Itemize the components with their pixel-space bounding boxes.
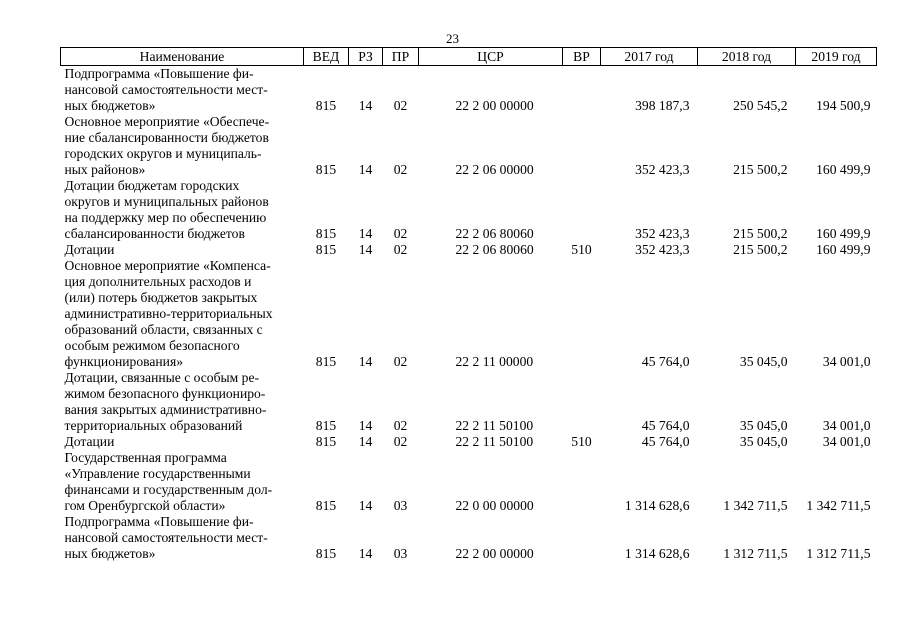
row-name-line: ных районов» bbox=[64, 162, 146, 177]
row-name-line: административно-территориальных bbox=[64, 306, 273, 321]
budget-table bbox=[60, 47, 877, 562]
row-ved: 815 bbox=[315, 498, 337, 513]
row-name bbox=[61, 114, 304, 178]
row-name-line: Основное мероприятие «Обеспече- bbox=[64, 114, 270, 129]
row-name bbox=[61, 242, 304, 258]
row-rz: 14 bbox=[358, 226, 373, 241]
row-csr: 22 2 11 50100 bbox=[455, 434, 534, 449]
row-ved: 815 bbox=[315, 546, 337, 561]
row-ved: 815 bbox=[315, 354, 337, 369]
row-2018: 35 045,0 bbox=[739, 354, 788, 369]
row-name bbox=[61, 370, 304, 434]
row-vr bbox=[563, 258, 601, 370]
row-2017: 352 423,3 bbox=[635, 162, 690, 177]
row-name-line: (или) потерь бюджетов закрытых bbox=[64, 290, 258, 305]
row-rz: 14 bbox=[358, 242, 373, 257]
row-2017: 352 423,3 bbox=[635, 242, 690, 257]
table-row bbox=[61, 434, 877, 450]
page-number: 23 bbox=[446, 31, 459, 46]
row-csr: 22 2 11 00000 bbox=[455, 354, 534, 369]
row-ved: 815 bbox=[315, 418, 337, 433]
row-name bbox=[61, 450, 304, 514]
row-rz: 14 bbox=[358, 498, 373, 513]
table-row bbox=[61, 514, 877, 562]
row-name-line: территориальных образований bbox=[64, 418, 243, 433]
row-name-line: особым режимом безопасного bbox=[64, 338, 240, 353]
row-2017: 1 314 628,6 bbox=[624, 546, 690, 561]
row-name-line: вания закрытых административно- bbox=[64, 402, 267, 417]
row-2019: 160 499,9 bbox=[816, 162, 871, 177]
row-name-line: ных бюджетов» bbox=[64, 546, 156, 561]
row-rz: 14 bbox=[358, 354, 373, 369]
row-name-line: Государственная программа bbox=[64, 450, 227, 465]
row-name bbox=[61, 434, 304, 450]
row-rz: 14 bbox=[358, 434, 373, 449]
row-2019: 34 001,0 bbox=[822, 418, 871, 433]
row-ved: 815 bbox=[315, 98, 337, 113]
row-csr: 22 2 11 50100 bbox=[455, 418, 534, 433]
header-ved: ВЕД bbox=[304, 48, 349, 66]
table-row bbox=[61, 370, 877, 434]
row-name-line: Подпрограмма «Повышение фи- bbox=[64, 514, 254, 529]
header-vr: ВР bbox=[563, 48, 601, 66]
row-name-line: финансами и государственным дол- bbox=[64, 482, 273, 497]
row-vr: 510 bbox=[571, 434, 592, 449]
row-name-line: нансовой самостоятельности мест- bbox=[64, 82, 268, 97]
row-csr: 22 0 00 00000 bbox=[455, 498, 534, 513]
row-2018: 215 500,2 bbox=[733, 242, 788, 257]
row-vr bbox=[563, 370, 601, 434]
table-row bbox=[61, 242, 877, 258]
table-row bbox=[61, 66, 877, 115]
row-2019: 34 001,0 bbox=[822, 354, 871, 369]
row-pr: 02 bbox=[393, 226, 408, 241]
table-row bbox=[61, 178, 877, 242]
row-2018: 1 342 711,5 bbox=[723, 498, 788, 513]
row-csr: 22 2 00 00000 bbox=[455, 546, 534, 561]
row-name-line: Дотации bbox=[64, 242, 115, 257]
row-2018: 35 045,0 bbox=[739, 418, 788, 433]
row-name-line: функционирования» bbox=[64, 354, 184, 369]
row-vr bbox=[563, 114, 601, 178]
row-2019: 160 499,9 bbox=[816, 226, 871, 241]
row-name bbox=[61, 258, 304, 370]
row-2017: 352 423,3 bbox=[635, 226, 690, 241]
header-2017: 2017 год bbox=[601, 48, 698, 66]
row-pr: 02 bbox=[393, 354, 408, 369]
row-name-line: ных бюджетов» bbox=[64, 98, 156, 113]
row-name-line: нансовой самостоятельности мест- bbox=[64, 530, 268, 545]
row-2017: 398 187,3 bbox=[635, 98, 690, 113]
table-row bbox=[61, 258, 877, 370]
row-name-line: Подпрограмма «Повышение фи- bbox=[64, 66, 254, 81]
row-name-line: ние сбалансированности бюджетов bbox=[64, 130, 269, 145]
row-2018: 215 500,2 bbox=[733, 226, 788, 241]
row-pr: 02 bbox=[393, 242, 408, 257]
row-2019: 34 001,0 bbox=[822, 434, 871, 449]
row-name-line: жимом безопасного функциониро- bbox=[64, 386, 266, 401]
row-2018: 35 045,0 bbox=[739, 434, 788, 449]
row-name bbox=[61, 178, 304, 242]
row-rz: 14 bbox=[358, 98, 373, 113]
table-header-row bbox=[61, 48, 877, 66]
row-csr: 22 2 06 80060 bbox=[455, 242, 534, 257]
row-name-line: сбалансированности бюджетов bbox=[64, 226, 245, 241]
row-vr: 510 bbox=[571, 242, 592, 257]
table-row bbox=[61, 450, 877, 514]
row-name-line: ция дополнительных расходов и bbox=[64, 274, 252, 289]
row-ved: 815 bbox=[315, 434, 337, 449]
row-vr bbox=[563, 514, 601, 562]
row-pr: 02 bbox=[393, 98, 408, 113]
row-ved: 815 bbox=[315, 242, 337, 257]
row-pr: 02 bbox=[393, 418, 408, 433]
row-rz: 14 bbox=[358, 546, 373, 561]
row-2017: 45 764,0 bbox=[641, 434, 690, 449]
row-rz: 14 bbox=[358, 162, 373, 177]
row-2019: 1 312 711,5 bbox=[806, 546, 871, 561]
row-2017: 45 764,0 bbox=[641, 418, 690, 433]
row-2018: 250 545,2 bbox=[733, 98, 788, 113]
row-name bbox=[61, 514, 304, 562]
row-2019: 160 499,9 bbox=[816, 242, 871, 257]
row-ved: 815 bbox=[315, 226, 337, 241]
row-rz: 14 bbox=[358, 418, 373, 433]
header-rz: РЗ bbox=[349, 48, 383, 66]
header-2018: 2018 год bbox=[698, 48, 796, 66]
row-2019: 1 342 711,5 bbox=[806, 498, 871, 513]
row-2017: 45 764,0 bbox=[641, 354, 690, 369]
row-name-line: гом Оренбургской области» bbox=[64, 498, 226, 513]
header-pr: ПР bbox=[383, 48, 419, 66]
row-pr: 03 bbox=[393, 498, 408, 513]
table-row bbox=[61, 114, 877, 178]
row-ved: 815 bbox=[315, 162, 337, 177]
row-pr: 02 bbox=[393, 162, 408, 177]
header-csr: ЦСР bbox=[419, 48, 563, 66]
row-csr: 22 2 06 00000 bbox=[455, 162, 534, 177]
row-2019: 194 500,9 bbox=[816, 98, 871, 113]
row-pr: 03 bbox=[393, 546, 408, 561]
header-2019: 2019 год bbox=[796, 48, 877, 66]
row-csr: 22 2 06 80060 bbox=[455, 226, 534, 241]
table-body bbox=[61, 66, 877, 563]
header-name: Наименование bbox=[61, 48, 304, 66]
row-vr bbox=[563, 66, 601, 115]
row-name-line: округов и муниципальных районов bbox=[64, 194, 269, 209]
row-2018: 215 500,2 bbox=[733, 162, 788, 177]
row-csr: 22 2 00 00000 bbox=[455, 98, 534, 113]
row-name-line: Дотации бюджетам городских bbox=[64, 178, 240, 193]
row-name-line: Дотации bbox=[64, 434, 115, 449]
row-name-line: «Управление государственными bbox=[64, 466, 251, 481]
row-name-line: на поддержку мер по обеспечению bbox=[64, 210, 267, 225]
row-2017: 1 314 628,6 bbox=[624, 498, 690, 513]
row-name bbox=[61, 66, 304, 115]
row-name-line: образований области, связанных с bbox=[64, 322, 263, 337]
row-name-line: Дотации, связанные с особым ре- bbox=[64, 370, 260, 385]
row-vr bbox=[563, 450, 601, 514]
row-vr bbox=[563, 178, 601, 242]
row-pr: 02 bbox=[393, 434, 408, 449]
row-2018: 1 312 711,5 bbox=[723, 546, 788, 561]
row-name-line: городских округов и муниципаль- bbox=[64, 146, 262, 161]
row-name-line: Основное мероприятие «Компенса- bbox=[64, 258, 271, 273]
